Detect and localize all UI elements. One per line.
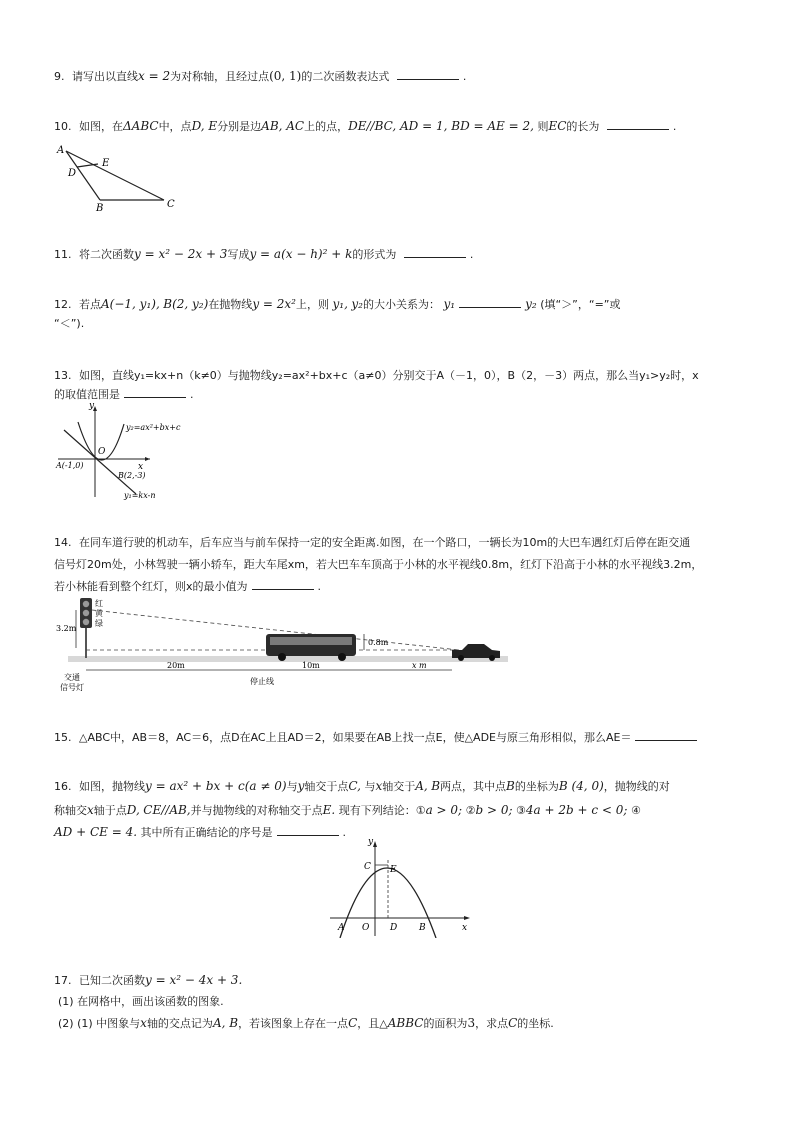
- svg-text:D: D: [390, 923, 398, 933]
- question-12: 12. 若点A(−1, y₁), B(2, y₂)在抛物线y = 2x²上，则 y₁, y₂的大小关系为： y₁ y₂ (填“＞”，“=”或: [54, 297, 621, 311]
- side-ac: [66, 151, 164, 200]
- svg-text:3.2m: 3.2m: [56, 624, 77, 633]
- svg-text:x: x: [138, 462, 144, 472]
- svg-text:20m: 20m: [167, 661, 185, 670]
- question-16: 16. 如图，抛物线y = ax² + bx + c(a ≠ 0)与y轴交于点C, 与x轴交于A, B两点，其中点B的坐标为B (4, 0)，抛物线的对: [54, 779, 670, 793]
- answer-blank: [124, 385, 186, 398]
- question-17-part2: (2) (1) 中图象与x轴的交点记为A, B，若该图象上存在一点C，且△ABBC的面积为3，求点C的坐标.: [58, 1016, 554, 1030]
- svg-text:停止线: 停止线: [250, 677, 274, 686]
- svg-text:y: y: [89, 402, 95, 411]
- answer-blank: [635, 728, 697, 741]
- triangle-figure: [54, 143, 184, 213]
- question-10: 10. 如图，在ΔABC中，点D, E分别是边AB, AC上的点，DE//BC, AD = 1, BD = AE = 2, 则EC的长为 .: [54, 119, 677, 133]
- question-9: 9. 请写出以直线x = 2为对称轴，且经过点(0, 1)的二次函数表达式 .: [54, 69, 467, 83]
- svg-text:A(-1,0): A(-1,0): [56, 461, 84, 470]
- svg-text:C: C: [364, 862, 371, 872]
- q16-parabola-graph: [326, 838, 474, 938]
- label-d: D: [68, 168, 77, 179]
- answer-blank: [277, 823, 339, 836]
- question-16-line3: AD + CE = 4. 其中所有正确结论的序号是 .: [54, 825, 347, 839]
- svg-text:y₁=kx-n: y₁=kx-n: [124, 491, 156, 500]
- question-16-line2: 称轴交x轴于点D, CE//AB,并与抛物线的对称轴交于点E. 现有下列结论：①a > 0; ②b > 0; ③4a + 2b + c < 0; ④: [54, 803, 641, 817]
- svg-text:10m: 10m: [302, 661, 320, 670]
- label-b: B: [96, 203, 104, 213]
- answer-blank: [607, 117, 669, 130]
- answer-blank: [404, 245, 466, 258]
- svg-text:O: O: [98, 447, 106, 457]
- answer-blank: [459, 295, 521, 308]
- question-17: 17. 已知二次函数y = x² − 4x + 3.: [54, 973, 243, 987]
- road: [68, 656, 508, 662]
- answer-blank: [397, 67, 459, 80]
- svg-text:x m: x m: [412, 661, 427, 670]
- svg-text:信号灯: 信号灯: [60, 683, 84, 692]
- svg-text:y: y: [368, 838, 374, 847]
- svg-text:0.8m: 0.8m: [368, 638, 389, 647]
- label-e: E: [102, 158, 110, 169]
- question-13: 13. 如图，直线y₁=kx+n（k≠0）与抛物线y₂=ax²+bx+c（a≠0）分别交于A（－1，0），B（2，－3）两点，那么当y₁>y₂时，x: [54, 369, 699, 382]
- question-14-line3: 若小林能看到整个红灯，则x的最小值为 .: [54, 577, 744, 597]
- svg-text:y₂=ax²+bx+c: y₂=ax²+bx+c: [126, 423, 181, 432]
- svg-text:O: O: [362, 923, 370, 933]
- question-12-line2: “＜”).: [54, 317, 85, 330]
- label-c: C: [167, 199, 175, 210]
- svg-text:绿: 绿: [95, 619, 103, 628]
- label-a: A: [57, 145, 65, 156]
- svg-text:A: A: [338, 923, 345, 933]
- answer-blank: [252, 577, 314, 590]
- svg-text:B: B: [419, 923, 426, 933]
- svg-text:红: 红: [95, 599, 103, 608]
- question-14-line2: 信号灯20m处，小林驾驶一辆小轿车，距大车尾xm，若大巴车车顶高于小林的水平视线0.8m，红灯下沿高于小林的水平视线3.2m，: [54, 558, 703, 571]
- traffic-figure: [54, 596, 514, 692]
- svg-text:E: E: [390, 865, 397, 875]
- question-14: 14. 在同车道行驶的机动车，后车应当与前车保持一定的安全距离.如图，在一个路口，一辆长为10m的大巴车遇红灯后停在距交通: [54, 536, 691, 549]
- svg-text:B(2,-3): B(2,-3): [118, 471, 146, 480]
- question-11: 11. 将二次函数y = x² − 2x + 3写成y = a(x − h)² + k的形式为 .: [54, 247, 474, 261]
- question-13-line2: 的取值范围是 .: [54, 385, 744, 405]
- question-17-part1: (1) 在网格中，画出该函数的图象.: [58, 995, 224, 1008]
- svg-text:交通: 交通: [64, 673, 80, 682]
- question-15: 15. △ABC中，AB＝8，AC＝6，点D在AC上且AD＝2，如果要在AB上找一点E，使△ADE与原三角形相似，那么AE＝: [54, 728, 744, 748]
- q13-graph: [54, 402, 204, 502]
- svg-text:黄: 黄: [95, 609, 103, 618]
- svg-text:x: x: [462, 923, 468, 933]
